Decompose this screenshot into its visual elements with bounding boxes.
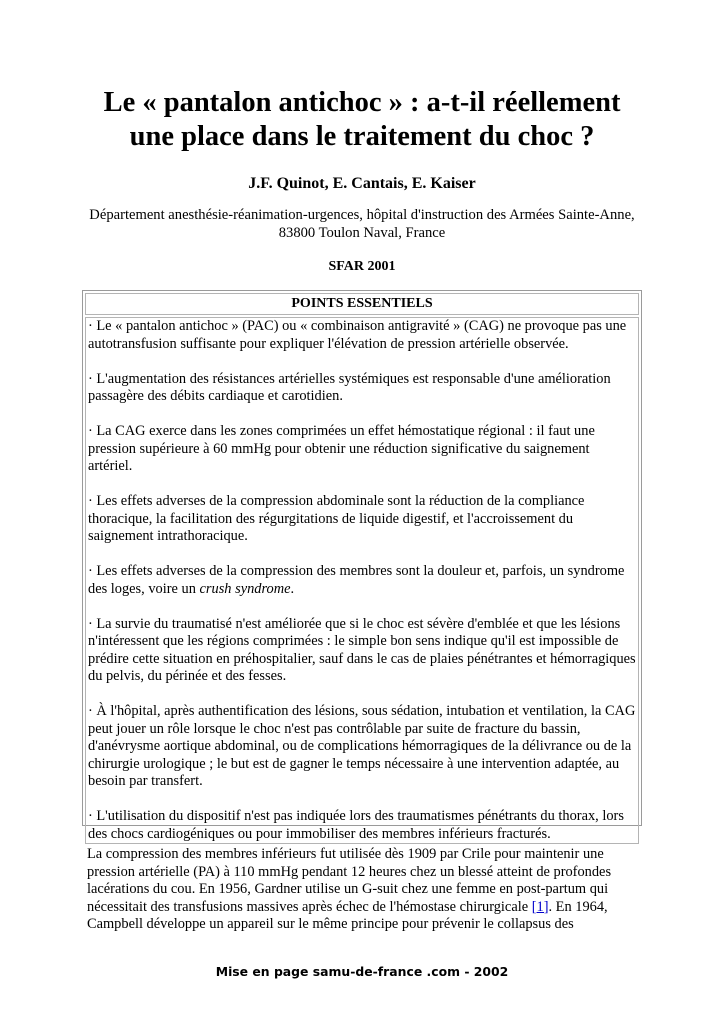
affiliation bbox=[40, 206, 684, 242]
key-point: · Le « pantalon antichoc » (PAC) ou « combinaison antigravité » (CAG) ne provoque pas une autotransfusion suffisante pour expliquer l'élévation de pression artérielle observée. bbox=[88, 318, 627, 352]
key-points-list bbox=[85, 317, 639, 844]
title-line-1: Le « pantalon antichoc » : a-t-il réellement bbox=[103, 87, 621, 118]
body-text-start: La compression des membres inférieurs fut utilisée dès 1909 par Crile pour maintenir une pression artérielle (PA) à 110 mmHg pendant 12 heures chez un blessé atteint de profondes lacérations du cou. En 1956, Gardner utilise un G-suit chez une femme en post-partum qui nécessitait des transfusions massives après échec de l'hémostase chirurgicale bbox=[87, 846, 612, 915]
conference-label: SFAR 2001 bbox=[328, 259, 396, 274]
key-point: · La CAG exerce dans les zones comprimées un effet hémostatique régional : il faut une pression supérieure à 60 mmHg pour obtenir une réduction significative du saignement artériel. bbox=[88, 423, 595, 474]
page-footer: Mise en page samu-de-france .com - 2002 bbox=[215, 964, 509, 979]
key-point bbox=[88, 563, 636, 598]
article-title bbox=[40, 86, 684, 154]
key-point-suffix: . bbox=[290, 580, 295, 597]
body-paragraph bbox=[87, 846, 640, 934]
title-line-2: une place dans le traitement du choc ? bbox=[129, 121, 595, 152]
key-point-italic: crush syndrome bbox=[199, 580, 291, 597]
key-points-heading: POINTS ESSENTIELS bbox=[85, 293, 639, 315]
key-point: · La survie du traumatisé n'est améliorée que si le choc est sévère d'emblée et que les lésions n'intéressent que les régions comprimées : le simple bon sens indique qu'il est impossible de prédire cette situation en préhospitalier, sauf dans le cas de plaies pénétrantes et hémorragiques du pelvis, du périnée et des fesses. bbox=[88, 615, 636, 684]
key-point: · Les effets adverses de la compression abdominale sont la réduction de la compliance thoracique, la facilitation des régurgitations de liquide digestif, et l'accroissement du saignement intrathoracique. bbox=[88, 493, 585, 544]
key-point: · À l'hôpital, après authentification des lésions, sous sédation, intubation et ventilation, la CAG peut jouer un rôle lorsque le choc n'est pas contrôlable par suite de fracture du bassin, d'anévrysme aortique abdominal, ou de complications hémorragiques de la délivrance ou de la chirurgie urologique ; le but est de gagner le temps nécessaire à une intervention adaptée, au besoin par transfert. bbox=[88, 703, 636, 789]
body-text-end: . En 1964, Campbell développe un appareil sur le même principe pour prévenir le collapsus des bbox=[87, 898, 608, 932]
affiliation-line-1: Département anesthésie-réanimation-urgences, hôpital d'instruction des Armées Sainte-Anne, bbox=[89, 207, 635, 223]
affiliation-line-2: 83800 Toulon Naval, France bbox=[278, 225, 446, 241]
key-point-text: · Les effets adverses de la compression des membres sont la douleur et, parfois, un syndrome des loges, voire un bbox=[88, 563, 625, 597]
authors: J.F. Quinot, E. Cantais, E. Kaiser bbox=[248, 175, 476, 192]
key-point: · L'augmentation des résistances artérielles systémiques est responsable d'une amélioration passagère des débits cardiaque et carotidien. bbox=[88, 370, 611, 404]
key-point: · L'utilisation du dispositif n'est pas indiquée lors des traumatismes pénétrants du thorax, lors des chocs cardiogéniques ou pour immobiliser des membres inférieurs fracturés. bbox=[88, 808, 624, 842]
reference-link[interactable]: [1] bbox=[531, 898, 549, 915]
key-points-box bbox=[82, 290, 642, 842]
